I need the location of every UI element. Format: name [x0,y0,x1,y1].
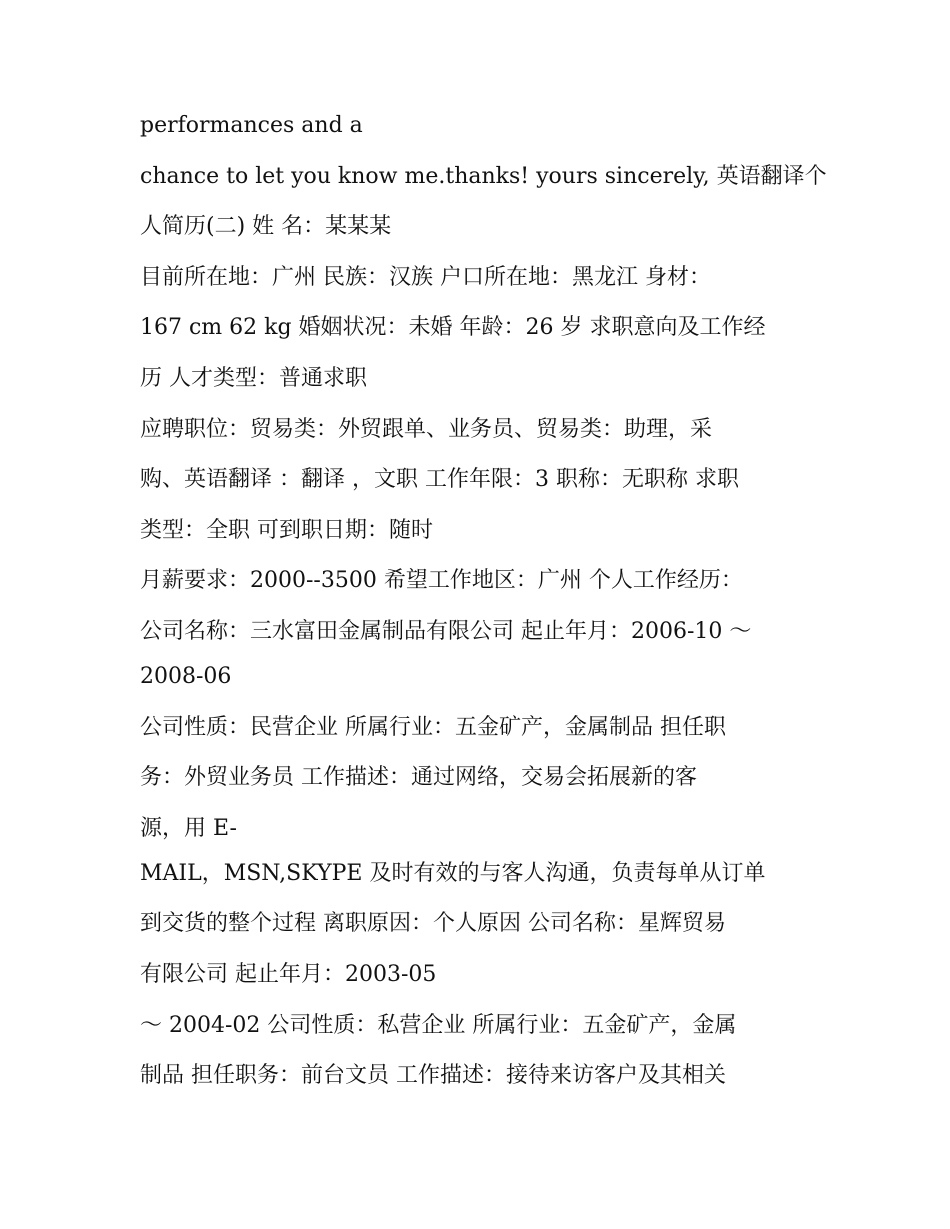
text-line-20: 制品 担任职务：前台文员 工作描述：接待来访客户及其相关 [140,1063,726,1089]
text-line-1: performances and a [140,113,363,138]
text-line-11: 公司名称：三水富田金属制品有限公司 起止年月：2006-10 ～ [140,618,752,644]
text-line-12: 2008-06 [140,663,232,689]
text-line-4: 目前所在地：广州 民族：汉族 户口所在地：黑龙江 身材： [140,264,711,290]
text-line-19: ～ 2004-02 公司性质：私营企业 所属行业：五金矿产，金属 [140,1012,737,1038]
text-line-8: 购、英语翻译 ：翻译 ，文职 工作年限：3 职称：无职称 求职 [140,467,739,493]
text-line-2: chance to let you know me.thanks! yours sincerely, 英语翻译个 [140,163,827,189]
document-body [140,108,827,1109]
text-line-9: 类型：全职 可到职日期：随时 [140,517,433,543]
text-line-17: 到交货的整个过程 离职原因：个人原因 公司名称：星辉贸易 [140,911,726,937]
text-line-13: 公司性质：民营企业 所属行业：五金矿产，金属制品 担任职 [140,714,726,740]
text-line-16: MAIL，MSN,SKYPE 及时有效的与客人沟通，负责每单从订单 [140,860,766,886]
text-line-3: 人简历(二) 姓 名：某某某 [140,214,392,240]
text-line-7: 应聘职位：贸易类：外贸跟单、业务员、贸易类：助理，采 [140,416,713,442]
text-line-15: 源，用 E- [140,815,237,841]
text-line-18: 有限公司 起止年月：2003-05 [140,961,437,987]
text-line-6: 历 人才类型：普通求职 [140,365,367,391]
text-line-5: 167 cm 62 kg 婚姻状况：未婚 年龄：26 岁 求职意向及工作经 [140,315,766,341]
text-line-10: 月薪要求：2000--3500 希望工作地区：广州 个人工作经历： [140,568,743,594]
text-line-14: 务：外贸业务员 工作描述：通过网络，交易会拓展新的客 [140,765,697,791]
